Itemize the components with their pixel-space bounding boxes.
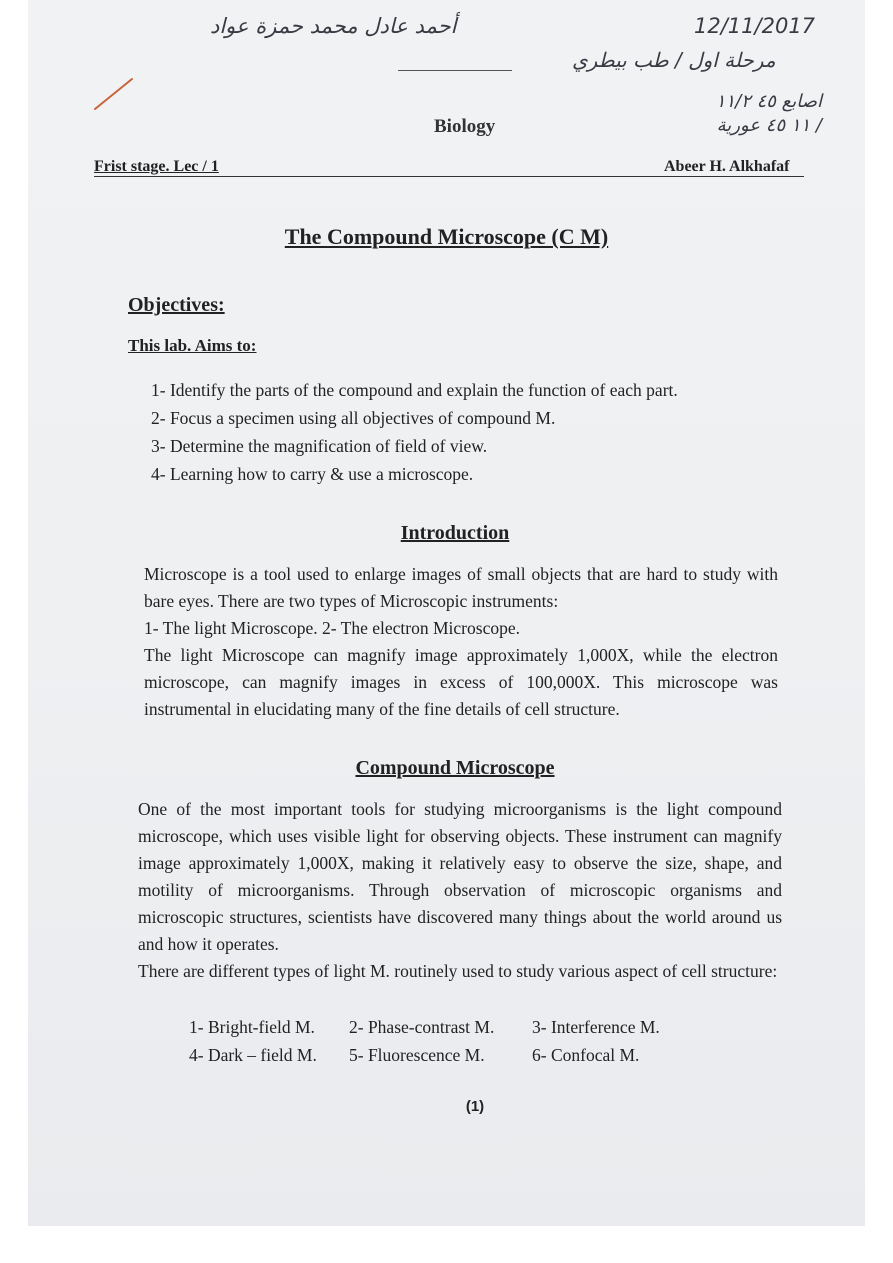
lecture-info: Frist stage. Lec / 1: [94, 158, 219, 175]
microscope-type: 2- Phase-contrast M.: [349, 1017, 495, 1037]
introduction-paragraph: 1- The light Microscope. 2- The electron Microscope.: [144, 618, 520, 638]
microscope-type: 6- Confocal M.: [532, 1045, 640, 1065]
microscope-type: 1- Bright-field M.: [189, 1017, 315, 1037]
objective-item: 4- Learning how to carry & use a microscope.: [151, 464, 474, 484]
microscope-type: 5- Fluorescence M.: [349, 1045, 485, 1065]
objective-item: 1- Identify the parts of the compound and explain the function of each part.: [151, 380, 678, 400]
course-name: Biology: [434, 116, 496, 137]
handwritten-date: 12/11/2017: [694, 14, 816, 38]
handwritten-underline: [398, 70, 512, 71]
author-name: Abeer H. Alkhafaf: [664, 158, 790, 175]
handwritten-names: أحمد عادل محمد حمزة عواد: [210, 14, 457, 38]
introduction-paragraph: Microscope is a tool used to enlarge images of small objects that are hard to study with bare eyes. There are two types of Microscopic instruments:: [144, 564, 778, 611]
compound-paragraph: One of the most important tools for studying microorganisms is the light compound microscope, which uses visible light for observing objects. These instrument can magnify image approximately 1,000X, making it relatively easy to observe the size, shape, and motility of microorganisms. Through observation of microscopic organisms and microscopic structures, scientists have discovered many things about the world around us and how it operates.: [138, 799, 782, 954]
document-title: The Compound Microscope (C M): [284, 224, 609, 249]
objective-item: 2- Focus a specimen using all objectives of compound M.: [151, 408, 556, 428]
introduction-paragraph: The light Microscope can magnify image approximately 1,000X, while the electron microscope, can magnify images in excess of 100,000X. This microscope was instrumental in elucidating many of the fine details of cell structure.: [144, 645, 778, 719]
compound-paragraph: There are different types of light M. routinely used to study various aspect of cell structure:: [138, 961, 778, 981]
introduction-body: [144, 561, 778, 723]
page-number: (1): [465, 1098, 485, 1115]
introduction-heading: Introduction: [400, 522, 510, 544]
handwritten-stage-note: مرحلة اول / طب بيطري: [572, 48, 776, 72]
microscope-types-row: [189, 1017, 660, 1038]
microscope-type: 3- Interference M.: [532, 1017, 660, 1037]
objectives-subheading: This lab. Aims to:: [128, 336, 257, 355]
microscope-types-row: [189, 1045, 639, 1066]
compound-microscope-heading: Compound Microscope: [355, 757, 555, 779]
microscope-type: 4- Dark – field M.: [189, 1045, 317, 1065]
handwritten-count-note: اصابع ٤٥ ١١/٢ / ١١ ٤٥ عورية: [715, 91, 822, 136]
header-rule: [94, 176, 804, 177]
objective-item: 3- Determine the magnification of field of view.: [151, 436, 488, 456]
objectives-heading: Objectives:: [128, 294, 225, 316]
pen-tick-mark: [92, 76, 136, 112]
compound-microscope-body: [138, 796, 782, 985]
